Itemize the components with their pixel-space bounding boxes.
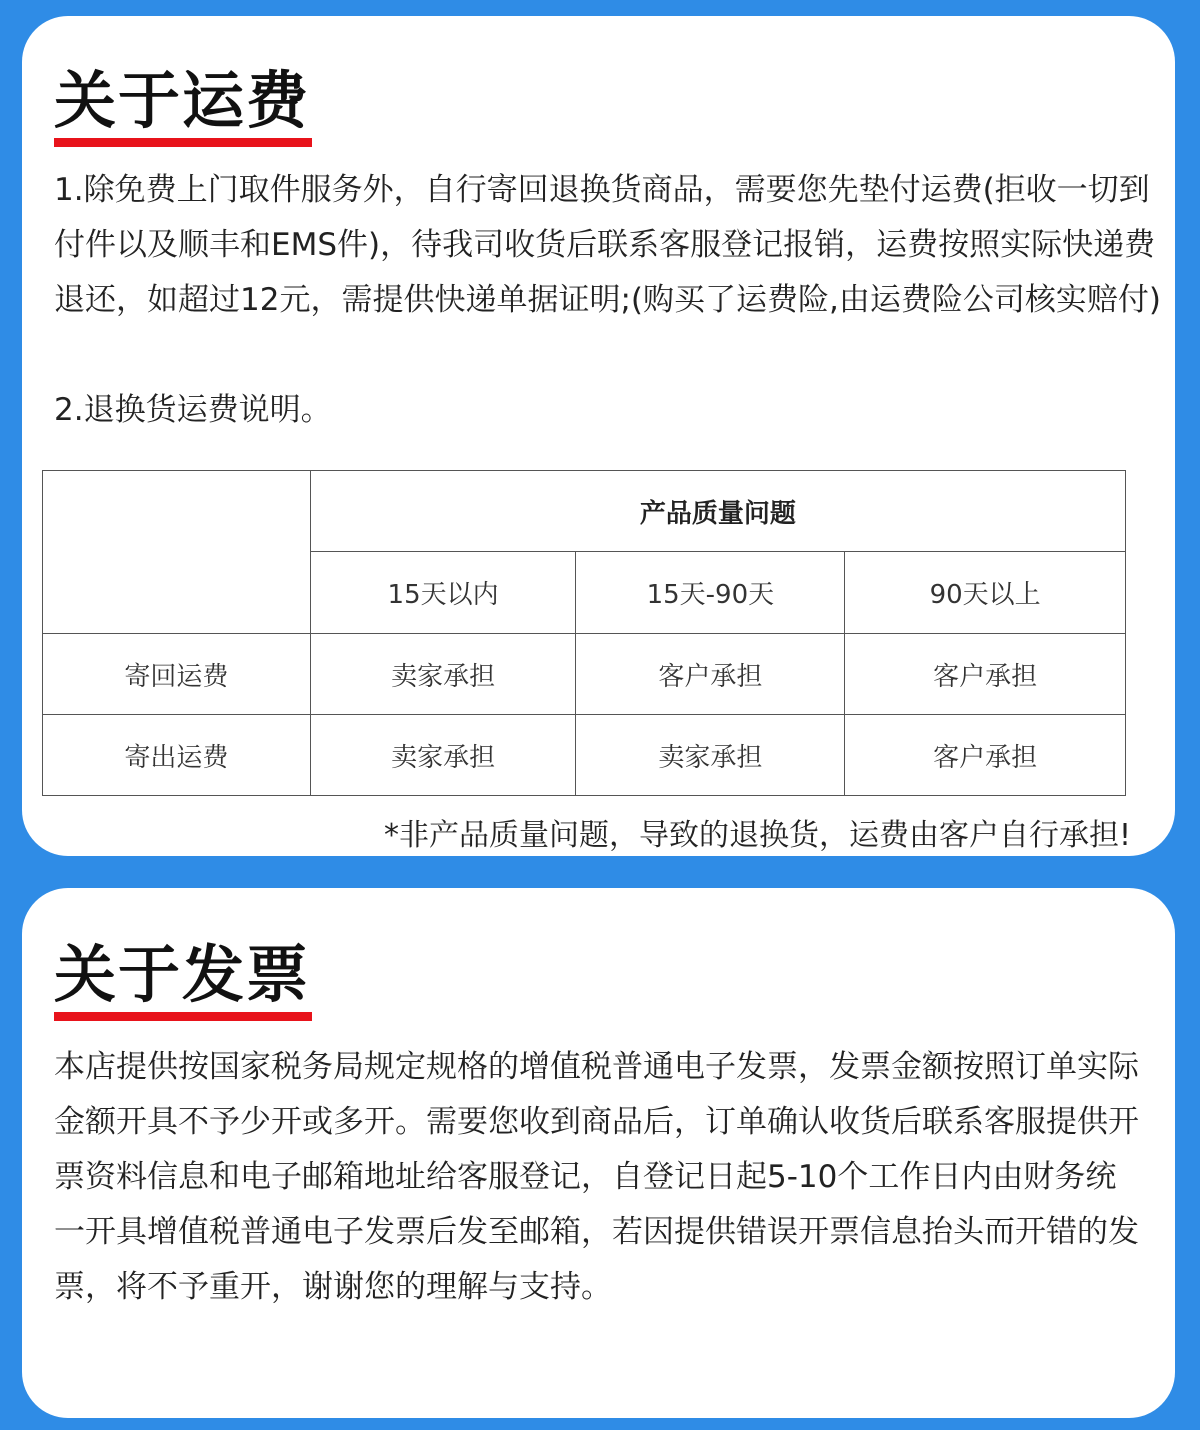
table-cell: 客户承担 [845, 634, 1126, 715]
table-cell: 卖家承担 [310, 634, 576, 715]
shipping-heading: 关于运费 [54, 64, 311, 137]
table-row [43, 634, 1126, 715]
table-cell: 卖家承担 [310, 715, 576, 796]
table-row [43, 715, 1126, 796]
invoice-heading-underline [54, 1012, 312, 1021]
invoice-heading: 关于发票 [54, 938, 311, 1011]
table-corner-cell [43, 471, 311, 634]
table-row-label: 寄回运费 [43, 634, 311, 715]
shipping-footnote: *非产品质量问题，导致的退换货，运费由客户自行承担! [383, 818, 1131, 853]
table-group-header: 产品质量问题 [310, 471, 1125, 552]
table-header-row [43, 471, 1126, 552]
table-row-label: 寄出运费 [43, 715, 311, 796]
invoice-card [22, 888, 1175, 1418]
shipping-fee-table [42, 470, 1126, 796]
shipping-paragraph-2: 2.退换货运费说明。 [54, 392, 332, 428]
shipping-card [22, 16, 1175, 856]
shipping-heading-underline [54, 138, 312, 147]
table-cell: 卖家承担 [576, 715, 845, 796]
table-cell: 客户承担 [845, 715, 1126, 796]
table-column-header: 15天-90天 [576, 552, 845, 634]
table-column-header: 15天以内 [310, 552, 576, 634]
table-column-header: 90天以上 [845, 552, 1126, 634]
shipping-paragraph-1: 1.除免费上门取件服务外，自行寄回退换货商品，需要您先垫付运费(拒收一切到付件以及顺丰和EMS件)，待我司收货后联系客服登记报销，运费按照实际快递费退还，如超过12元，需提供快递单据证明;(购买了运费险,由运费险公司核实赔付) [54, 172, 1161, 318]
invoice-paragraph: 本店提供按国家税务局规定规格的增值税普通电子发票，发票金额按照订单实际金额开具不予少开或多开。需要您收到商品后，订单确认收货后联系客服提供开票资料信息和电子邮箱地址给客服登记，自登记日起5-10个工作日内由财务统一开具增值税普通电子发票后发至邮箱，若因提供错误开票信息抬头而开错的发票，将不予重开，谢谢您的理解与支持。 [54, 1049, 1139, 1305]
table-cell: 客户承担 [576, 634, 845, 715]
